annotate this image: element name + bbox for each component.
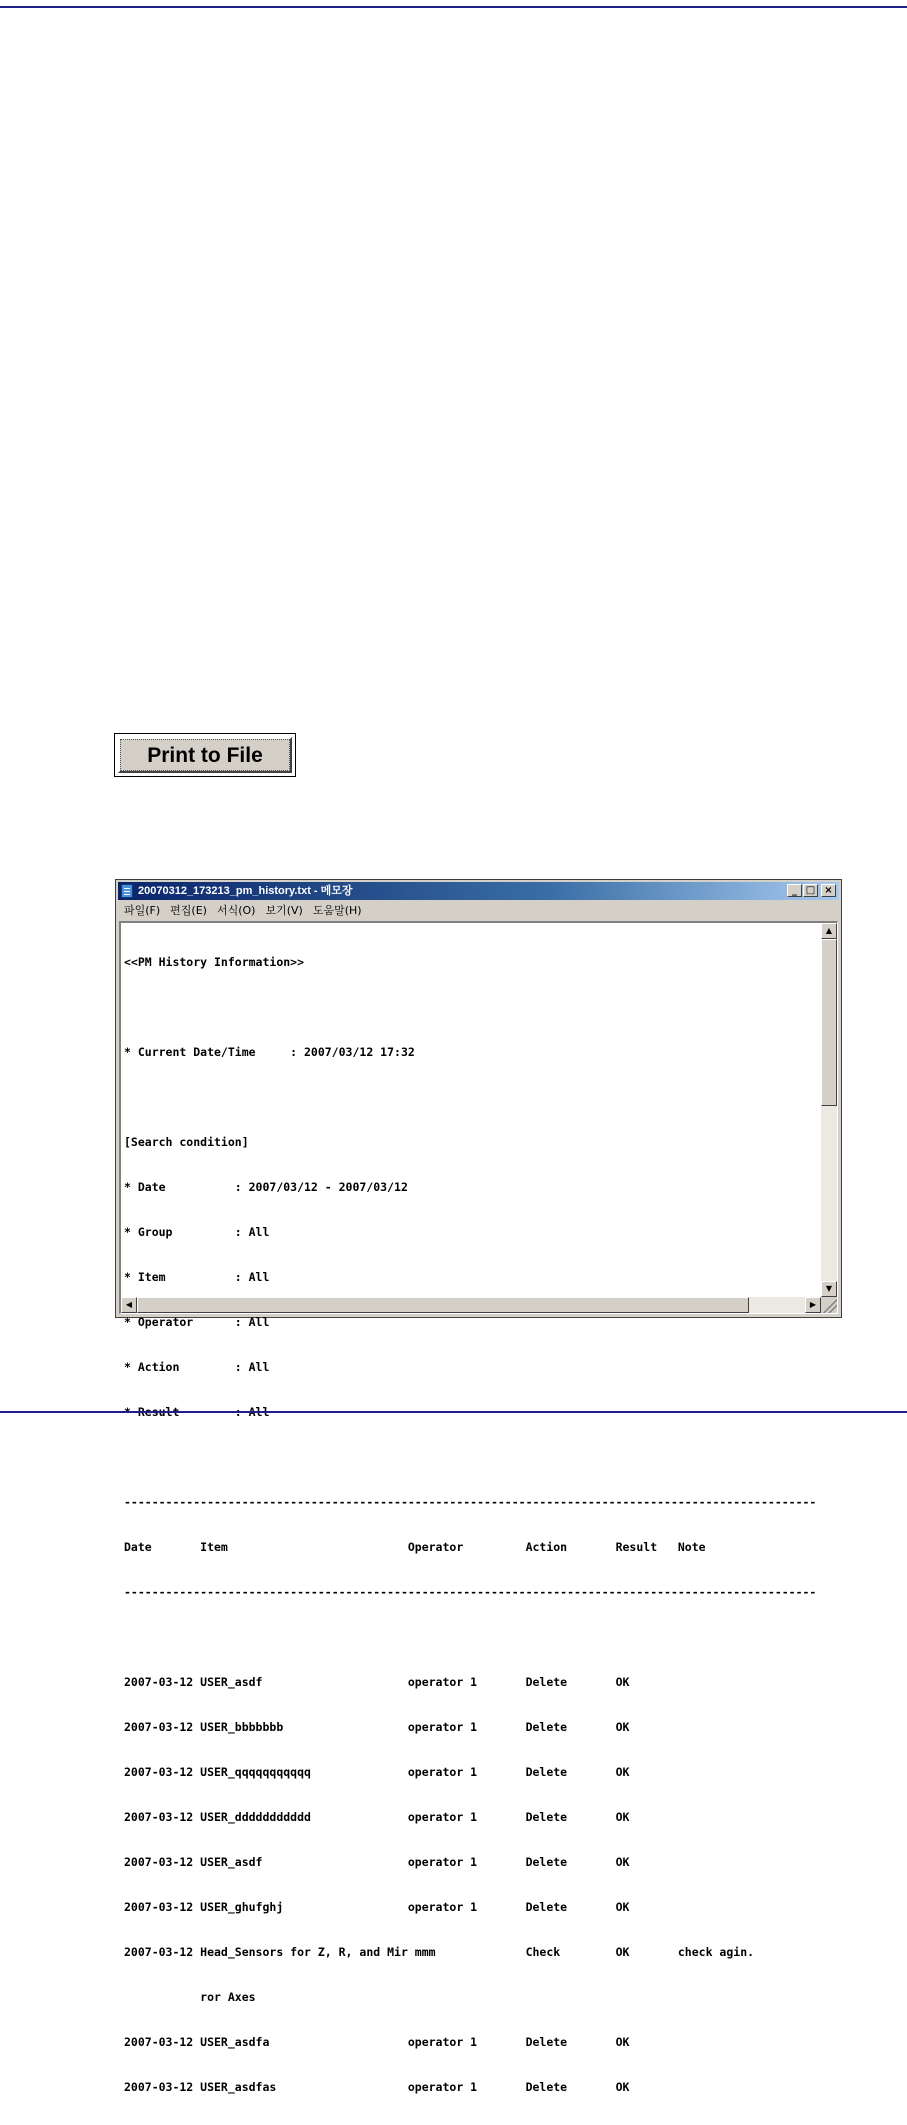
text-line bbox=[124, 1000, 820, 1015]
title-bar[interactable] bbox=[118, 882, 839, 900]
text-line: ---------------------------------------------------------------------------------------------------- bbox=[124, 1495, 817, 1509]
text-line: 2007-03-12 USER_bbbbbbb operator 1 Delete OK bbox=[124, 1720, 630, 1734]
vertical-scrollbar[interactable] bbox=[821, 923, 837, 1297]
footer-rule bbox=[0, 1411, 907, 1413]
notepad-icon bbox=[121, 884, 133, 898]
notepad-window bbox=[115, 879, 842, 2094]
menu-help[interactable]: 도움말(H) bbox=[312, 904, 362, 917]
menu-view[interactable]: 보기(V) bbox=[265, 904, 303, 917]
text-line bbox=[124, 1450, 820, 1465]
scroll-up-button[interactable]: ▲ bbox=[821, 923, 837, 939]
text-line: 2007-03-12 USER_asdf operator 1 Delete OK bbox=[124, 1675, 630, 1689]
text-line: <<PM History Information>> bbox=[124, 955, 305, 969]
text-line: 2007-03-12 USER_qqqqqqqqqqq operator 1 Delete OK bbox=[124, 1765, 630, 1779]
menu-edit[interactable]: 편집(E) bbox=[170, 904, 207, 917]
scroll-down-button[interactable]: ▼ bbox=[821, 1281, 837, 1297]
menu-bar bbox=[118, 901, 839, 920]
text-line: ror Axes bbox=[124, 1990, 256, 2004]
horizontal-scrollbar[interactable] bbox=[121, 1297, 821, 1313]
print-to-file-button[interactable]: Print to File bbox=[118, 737, 292, 773]
menu-file[interactable]: 파일(F) bbox=[124, 904, 161, 917]
text-line: * Group : All bbox=[124, 1225, 270, 1239]
menu-format[interactable]: 서식(O) bbox=[216, 904, 256, 917]
text-line: ---------------------------------------------------------------------------------------------------- bbox=[124, 1585, 817, 1599]
resize-grip-icon[interactable] bbox=[821, 1297, 837, 1313]
text-area[interactable] bbox=[119, 921, 838, 2094]
text-line: 2007-03-12 USER_asdfas operator 1 Delete OK bbox=[124, 2080, 630, 2094]
header-rule bbox=[0, 6, 907, 8]
text-line: * Operator : All bbox=[124, 1315, 270, 1329]
window-title: 20070312_173213_pm_history.txt - 메모장 bbox=[138, 885, 353, 897]
minimize-button[interactable]: _ bbox=[787, 884, 802, 897]
document-text[interactable] bbox=[124, 925, 820, 2094]
text-line: * Current Date/Time : 2007/03/12 17:32 bbox=[124, 1045, 415, 1059]
text-line: 2007-03-12 USER_ghufghj operator 1 Delete OK bbox=[124, 1900, 630, 1914]
horizontal-scroll-thumb[interactable] bbox=[137, 1297, 749, 1313]
text-line: * Date : 2007/03/12 - 2007/03/12 bbox=[124, 1180, 408, 1194]
text-line: Date Item Operator Action Result Note bbox=[124, 1540, 706, 1554]
maximize-button[interactable]: □ bbox=[803, 884, 818, 897]
text-line bbox=[124, 1630, 820, 1645]
text-line: 2007-03-12 Head_Sensors for Z, R, and Mir mmm Check OK check agin. bbox=[124, 1945, 755, 1959]
print-button-figure bbox=[114, 733, 296, 777]
text-line: 2007-03-12 USER_asdfa operator 1 Delete OK bbox=[124, 2035, 630, 2049]
text-line: 2007-03-12 USER_ddddddddddd operator 1 Delete OK bbox=[124, 1810, 630, 1824]
text-line: [Search condition] bbox=[124, 1135, 249, 1149]
vertical-scroll-thumb[interactable] bbox=[821, 939, 837, 1106]
scroll-left-button[interactable]: ◀ bbox=[121, 1297, 137, 1313]
text-line: * Item : All bbox=[124, 1270, 270, 1284]
text-line bbox=[124, 1090, 820, 1105]
close-button[interactable]: × bbox=[821, 884, 836, 897]
text-line: * Action : All bbox=[124, 1360, 270, 1374]
scroll-right-button[interactable]: ▶ bbox=[805, 1297, 821, 1313]
text-line: 2007-03-12 USER_asdf operator 1 Delete OK bbox=[124, 1855, 630, 1869]
